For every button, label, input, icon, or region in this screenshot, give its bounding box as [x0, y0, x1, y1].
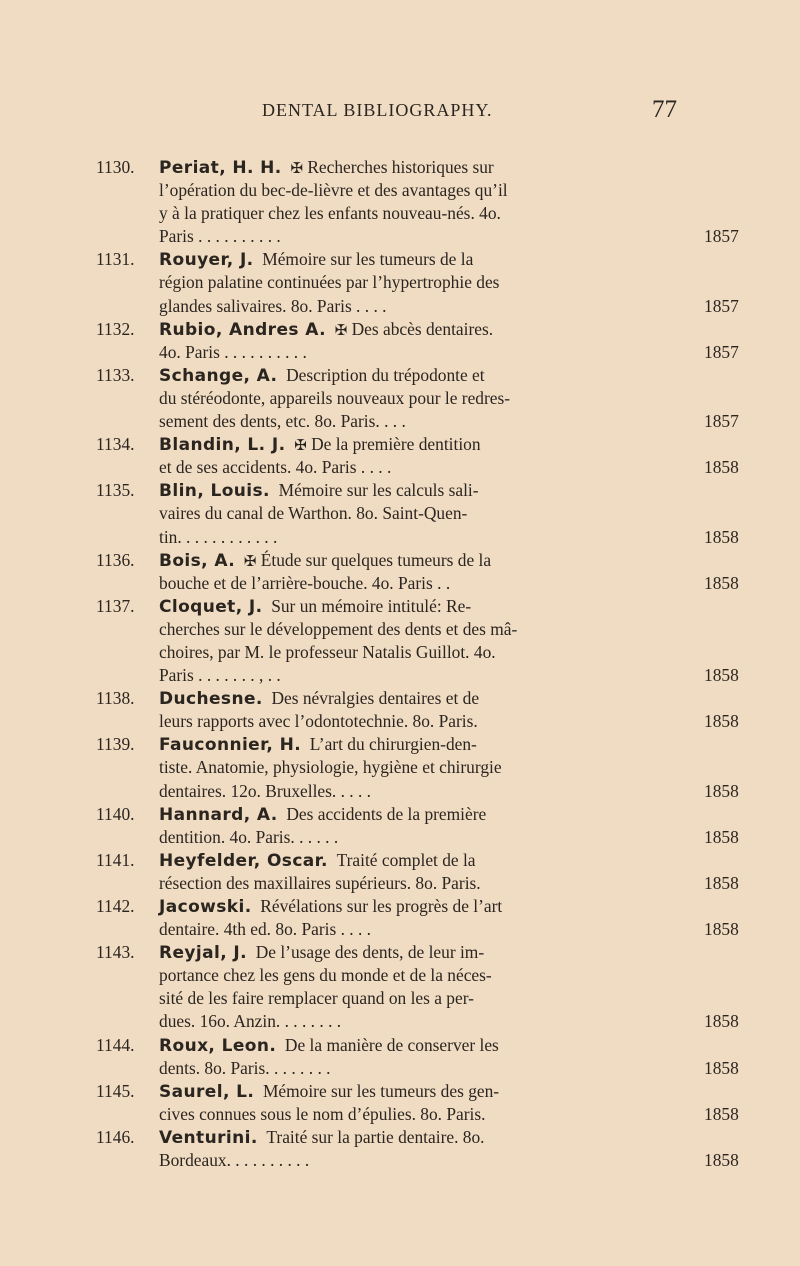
- entry-text: Mémoire sur les tumeurs des gen-: [262, 1080, 500, 1101]
- bibliography-entry: [96, 941, 739, 1033]
- entry-line: [96, 248, 696, 271]
- entry-line: [96, 318, 696, 341]
- entry-number: 1142.: [96, 896, 135, 916]
- entry-text: Des névralgies dentaires et de: [271, 688, 480, 709]
- entry-line: [159, 780, 739, 803]
- entry-author: Duchesne.: [159, 689, 263, 710]
- entry-text: cives connues sous le nom d’épulies. 8o. Paris.: [159, 1103, 486, 1124]
- entry-year: 1858: [704, 1150, 739, 1171]
- entry-line: [159, 271, 696, 294]
- entry-author: Venturini.: [159, 1127, 258, 1148]
- entry-year: 1858: [704, 919, 739, 940]
- cross-mark-icon: ✠: [294, 436, 307, 455]
- entry-line: [159, 179, 696, 202]
- entry-author: Cloquet, J.: [159, 596, 263, 617]
- entry-year: 1858: [704, 1057, 739, 1078]
- entry-number: 1134.: [96, 434, 135, 455]
- bibliography-entry: [96, 595, 739, 687]
- entry-author: Saurel, L.: [159, 1081, 255, 1102]
- entry-year: 1857: [704, 295, 739, 316]
- bibliography-entry: [96, 318, 739, 364]
- entry-line: [96, 733, 696, 756]
- entry-line: [96, 895, 696, 918]
- bibliography-entry: [96, 364, 739, 433]
- entry-text: Recherches historiques sur: [307, 157, 494, 177]
- bibliography-entry: [96, 433, 739, 479]
- entry-text: Description du trépodonte et: [286, 364, 485, 385]
- entry-text: du stéréodonte, appareils nouveaux pour le redres-: [159, 387, 511, 408]
- entry-line: [159, 295, 739, 318]
- entry-number: 1138.: [96, 688, 135, 709]
- entry-text: Mémoire sur les tumeurs de la: [262, 249, 474, 270]
- entry-year: 1858: [704, 457, 739, 478]
- entry-year: 1858: [704, 526, 739, 547]
- entry-number: 1141.: [96, 849, 135, 870]
- entry-text: Paris . . . . . . . . . .: [159, 226, 281, 247]
- entry-text: dentaire. 4th ed. 8o. Paris . . . .: [159, 919, 372, 940]
- bibliography-entry: [96, 849, 739, 895]
- entry-line: [96, 1080, 696, 1103]
- bibliography-entry: [96, 687, 739, 733]
- entry-number: 1144.: [96, 1034, 135, 1055]
- entry-number: 1143.: [96, 942, 135, 963]
- entry-text: dentaires. 12o. Bruxelles. . . . .: [159, 780, 372, 801]
- entry-text: glandes salivaires. 8o. Paris . . . .: [159, 295, 387, 316]
- entry-line: [96, 156, 696, 179]
- entry-line: [159, 502, 696, 525]
- entry-line: [96, 1034, 696, 1057]
- entry-year: 1858: [704, 780, 739, 801]
- entry-text: bouche et de l’arrière-bouche. 4o. Paris . .: [159, 572, 451, 593]
- entry-author: Heyfelder, Oscar.: [159, 850, 328, 871]
- entry-line: [159, 756, 696, 779]
- entry-text: 4o. Paris . . . . . . . . . .: [159, 341, 307, 362]
- entry-text: dues. 16o. Anzin. . . . . . . .: [159, 1011, 342, 1032]
- entry-number: 1135.: [96, 480, 135, 501]
- bibliography-entry: [96, 1126, 739, 1172]
- entry-text: et de ses accidents. 4o. Paris . . . .: [159, 457, 392, 478]
- entry-line: [159, 1057, 739, 1080]
- entry-number: 1136.: [96, 549, 135, 570]
- entry-year: 1858: [704, 872, 739, 893]
- entry-number: 1133.: [96, 364, 135, 385]
- entry-text: choires, par M. le professeur Natalis Guillot. 4o.: [159, 641, 496, 662]
- entry-text: Traité sur la partie dentaire. 8o.: [266, 1126, 485, 1147]
- entry-year: 1858: [704, 665, 739, 686]
- cross-mark-icon: ✠: [290, 159, 303, 177]
- entry-text: De la première dentition: [311, 434, 481, 455]
- entry-text: sité de les faire remplacer quand on les a per-: [159, 988, 474, 1009]
- page-number: 77: [652, 96, 677, 123]
- entry-line: [159, 1103, 739, 1126]
- entry-author: Rubio, Andres A.: [159, 319, 326, 340]
- entry-text: Mémoire sur les calculs sali-: [278, 480, 479, 501]
- entry-text: l’opération du bec-de-lièvre et des avantages qu’il: [159, 180, 508, 201]
- bibliography-entry: [96, 549, 739, 595]
- entry-line: [96, 549, 696, 572]
- bibliography-entry: [96, 479, 739, 548]
- entry-number: 1131.: [96, 249, 135, 270]
- entry-author: Blandin, L. J.: [159, 435, 286, 456]
- entry-text: y à la pratiquer chez les enfants nouveau-nés. 4o.: [159, 203, 501, 224]
- entry-line: [159, 456, 739, 479]
- entry-text: Étude sur quelques tumeurs de la: [260, 549, 492, 570]
- bibliography-entry: [96, 895, 739, 941]
- entry-number: 1137.: [96, 595, 135, 616]
- entry-line: [159, 641, 696, 664]
- entry-author: Bois, A.: [159, 550, 236, 571]
- entry-text: résection des maxillaires supérieurs. 8o. Paris.: [159, 872, 481, 893]
- entry-line: [159, 872, 739, 895]
- entry-text: Des accidents de la première: [286, 803, 487, 824]
- bibliography-entry: [96, 248, 739, 317]
- entry-line: [159, 410, 739, 433]
- entry-line: [96, 479, 696, 502]
- entry-line: [96, 803, 696, 826]
- entry-year: 1858: [704, 1011, 739, 1032]
- entry-number: 1130.: [96, 157, 135, 177]
- entry-text: Des abcès dentaires.: [351, 318, 494, 339]
- bibliography-list: [96, 156, 739, 1172]
- entry-text: portance chez les gens du monde et de la néces-: [159, 965, 492, 986]
- entry-line: [96, 849, 696, 872]
- entry-line: [159, 1010, 739, 1033]
- entry-text: Traité complet de la: [336, 849, 476, 870]
- entry-line: [96, 941, 696, 964]
- entry-text: dentition. 4o. Paris. . . . . .: [159, 826, 339, 847]
- entry-author: Fauconnier, H.: [159, 735, 302, 756]
- entry-line: [159, 664, 739, 687]
- entry-year: 1857: [704, 341, 739, 362]
- entry-line: [159, 964, 696, 987]
- entry-line: [159, 618, 696, 641]
- entry-text: leurs rapports avec l’odontotechnie. 8o. Paris.: [159, 711, 478, 732]
- bibliography-entry: [96, 803, 739, 849]
- entry-line: [96, 364, 696, 387]
- entry-author: Rouyer, J.: [159, 250, 254, 271]
- entry-line: [96, 433, 696, 456]
- entry-line: [159, 202, 696, 225]
- entry-year: 1857: [704, 226, 739, 247]
- entry-text: L’art du chirurgien-den-: [309, 734, 477, 755]
- entry-year: 1858: [704, 572, 739, 593]
- entry-author: Blin, Louis.: [159, 481, 270, 502]
- entry-author: Periat, H. H.: [159, 158, 282, 178]
- entry-year: 1858: [704, 711, 739, 732]
- entry-text: De l’usage des dents, de leur im-: [255, 942, 485, 963]
- bibliography-entry: [96, 1034, 739, 1080]
- entry-text: dents. 8o. Paris. . . . . . . .: [159, 1057, 331, 1078]
- bibliography-entry: [96, 733, 739, 802]
- entry-author: Jacowski.: [159, 897, 252, 917]
- entry-text: De la manière de conserver les: [284, 1034, 499, 1055]
- entry-text: cherches sur le développement des dents et des mâ-: [159, 618, 518, 639]
- entry-author: Reyjal, J.: [159, 943, 247, 964]
- entry-line: [159, 918, 739, 941]
- entry-number: 1146.: [96, 1126, 135, 1147]
- entry-line: [96, 1126, 696, 1149]
- bibliography-entry: [96, 156, 739, 248]
- entry-author: Hannard, A.: [159, 804, 278, 825]
- entry-line: [159, 526, 739, 549]
- cross-mark-icon: ✠: [334, 320, 348, 339]
- entry-line: [159, 826, 739, 849]
- entry-number: 1132.: [96, 318, 135, 339]
- bibliography-entry: [96, 1080, 739, 1126]
- entry-text: tiste. Anatomie, physiologie, hygiène et chirurgie: [159, 757, 502, 778]
- entry-line: [159, 987, 696, 1010]
- entry-line: [159, 710, 739, 733]
- entry-line: [159, 387, 696, 410]
- entry-year: 1857: [704, 411, 739, 432]
- entry-year: 1858: [704, 826, 739, 847]
- entry-text: Révélations sur les progrès de l’art: [260, 896, 503, 916]
- entry-text: Sur un mémoire intitulé: Re-: [271, 595, 472, 616]
- entry-number: 1145.: [96, 1080, 135, 1101]
- entry-text: sement des dents, etc. 8o. Paris. . . .: [159, 411, 406, 432]
- entry-number: 1140.: [96, 803, 135, 824]
- entry-line: [159, 1149, 739, 1172]
- cross-mark-icon: ✠: [243, 551, 257, 570]
- entry-text: région palatine continuées par l’hypertrophie des: [159, 272, 500, 293]
- entry-line: [159, 225, 739, 248]
- entry-text: vaires du canal de Warthon. 8o. Saint-Quen-: [159, 503, 468, 524]
- entry-number: 1139.: [96, 734, 135, 755]
- entry-line: [96, 595, 696, 618]
- entry-text: Bordeaux. . . . . . . . . .: [159, 1150, 310, 1171]
- entry-author: Schange, A.: [159, 365, 278, 386]
- running-head: DENTAL BIBLIOGRAPHY.: [262, 100, 493, 120]
- entry-year: 1858: [704, 1103, 739, 1124]
- entry-line: [159, 572, 739, 595]
- entry-line: [96, 687, 696, 710]
- entry-author: Roux, Leon.: [159, 1035, 277, 1056]
- entry-text: Paris . . . . . . . , . .: [159, 665, 281, 686]
- entry-text: tin. . . . . . . . . . . .: [159, 526, 278, 547]
- entry-line: [159, 341, 739, 364]
